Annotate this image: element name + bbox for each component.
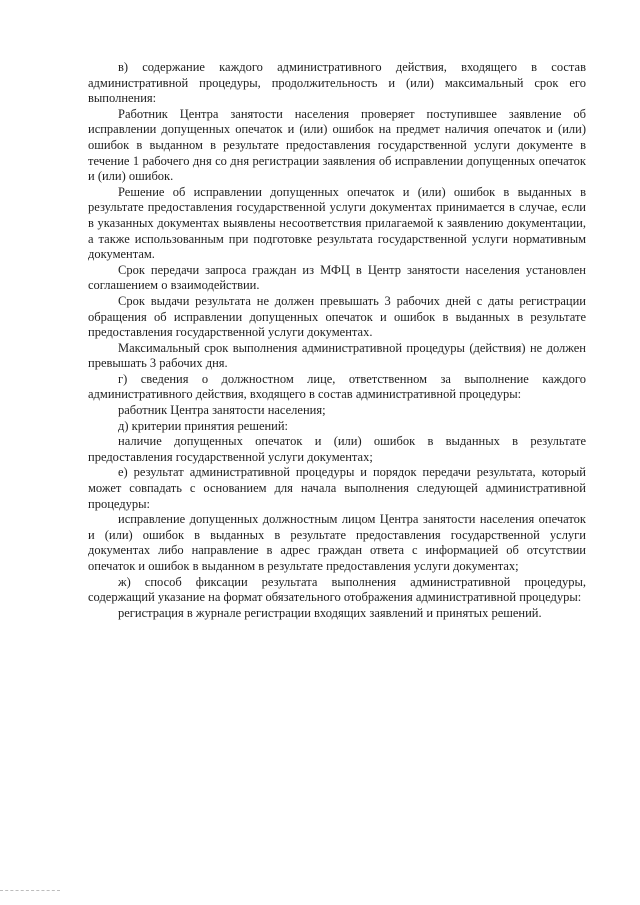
- document-body: [88, 60, 586, 621]
- paragraph: Срок передачи запроса граждан из МФЦ в Центр занятости населения установлен соглашением о взаимодействии.: [88, 262, 586, 293]
- paragraph: д) критерии принятия решений:: [118, 418, 289, 433]
- paragraph: регистрация в журнале регистрации входящих заявлений и принятых решений.: [118, 605, 542, 620]
- paragraph: Срок выдачи результата не должен превышать 3 рабочих дней с даты регистрации обращения об исправлении допущенных опечаток и ошибок в выданных в результате предоставления государственной услуги документах.: [88, 293, 586, 340]
- paragraph: Работник Центра занятости населения проверяет поступившее заявление об исправлении допущенных опечаток и (или) ошибок на предмет наличия опечаток и (или) ошибок в выданном в результате предоставления государственной услуги документе в течение 1 рабочего дня со дня регистрации заявления об исправлении допущенных опечаток и (или) ошибок.: [88, 106, 586, 184]
- scan-edge-mark: [0, 890, 60, 893]
- paragraph: наличие допущенных опечаток и (или) ошибок в выданных в результате предоставления государственной услуги документах;: [88, 434, 586, 464]
- paragraph: исправление допущенных должностным лицом Центра занятости населения опечаток и (или) ошибок в выданных в результате предоставления государственной услуги документах либо направление в адрес граждан ответа с информацией об отсутствии опечаток и ошибок в выданном в результате предоставления услуги документах;: [88, 512, 586, 573]
- paragraph: Максимальный срок выполнения административной процедуры (действия) не должен превышать 3 рабочих дня.: [88, 340, 586, 371]
- paragraph: в) содержание каждого административного действия, входящего в состав административной процедуры, продолжительность и (или) максимальный срок его выполнения:: [88, 60, 586, 106]
- paragraph: Решение об исправлении допущенных опечаток и (или) ошибок в выданных в результате предоставления государственной услуги документах принимается в случае, если в указанных документах выявлены несоответствия прилагаемой к заявлению документации, а также использованным при подготовке результата государственной услуги нормативным документам.: [88, 184, 586, 262]
- paragraph: ж) способ фиксации результата выполнения административной процедуры, содержащий указание на формат обязательного отображения административной процедуры:: [88, 574, 586, 605]
- paragraph: работник Центра занятости населения;: [118, 403, 326, 418]
- paragraph: е) результат административной процедуры и порядок передачи результата, который может совпадать с основанием для начала выполнения следующей административной процедуры:: [88, 465, 586, 511]
- paragraph: г) сведения о должностном лице, ответственном за выполнение каждого административного действия, входящего в состав административной процедуры:: [88, 371, 586, 402]
